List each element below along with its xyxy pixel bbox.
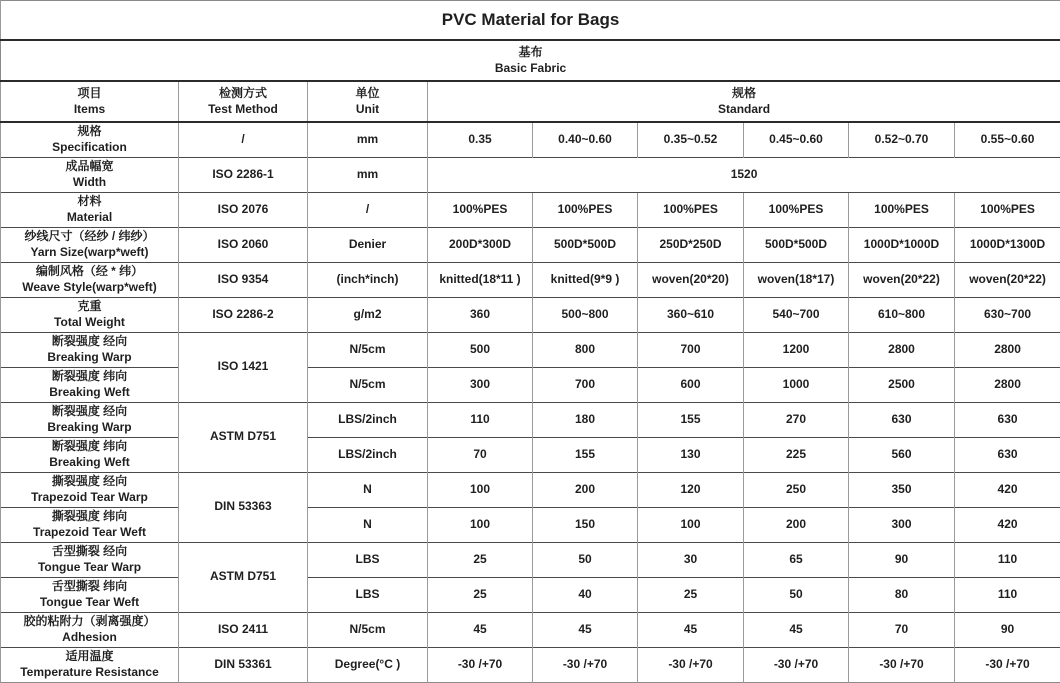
unit-cell: N xyxy=(308,472,428,507)
table-row-breaking-weft-n xyxy=(1,367,1060,402)
item-zh: 断裂强度 纬向 xyxy=(3,369,176,385)
value-cell: 225 xyxy=(744,437,849,472)
item-zh: 编制风格（经 * 纬） xyxy=(3,264,176,280)
value-cell: woven(20*22) xyxy=(955,262,1060,297)
item-cell xyxy=(1,367,179,402)
method-header-en: Test Method xyxy=(181,102,305,118)
item-en: Breaking Warp xyxy=(3,350,176,366)
table-row-breaking-warp-lbs xyxy=(1,402,1060,437)
method-header-zh: 检测方式 xyxy=(181,86,305,102)
unit-cell: N/5cm xyxy=(308,332,428,367)
method-cell: ASTM D751 xyxy=(179,402,308,472)
item-cell xyxy=(1,122,179,157)
value-cell: 25 xyxy=(638,577,744,612)
value-cell: 0.55~0.60 xyxy=(955,122,1060,157)
item-zh: 断裂强度 经向 xyxy=(3,334,176,350)
value-cell: 45 xyxy=(533,612,638,647)
value-cell: 110 xyxy=(428,402,533,437)
column-header-standard xyxy=(428,81,1060,122)
unit-cell: mm xyxy=(308,157,428,192)
value-cell: 200 xyxy=(533,472,638,507)
item-cell xyxy=(1,192,179,227)
value-cell: 25 xyxy=(428,577,533,612)
unit-cell: Degree(°C ) xyxy=(308,647,428,682)
value-cell: 30 xyxy=(638,542,744,577)
column-header-method xyxy=(179,81,308,122)
item-en: Breaking Weft xyxy=(3,385,176,401)
value-cell: 50 xyxy=(744,577,849,612)
item-cell xyxy=(1,262,179,297)
value-cell: 300 xyxy=(428,367,533,402)
table-row-tongue-tear-warp xyxy=(1,542,1060,577)
item-cell xyxy=(1,612,179,647)
table-row-trapezoid-tear-weft xyxy=(1,507,1060,542)
table-row-trapezoid-tear-warp xyxy=(1,472,1060,507)
value-cell: 110 xyxy=(955,542,1060,577)
value-cell: 270 xyxy=(744,402,849,437)
value-cell: 700 xyxy=(533,367,638,402)
column-header-items xyxy=(1,81,179,122)
table-row-breaking-weft-lbs xyxy=(1,437,1060,472)
section-title-zh: 基布 xyxy=(3,45,1058,61)
title-row xyxy=(1,1,1060,41)
item-zh: 断裂强度 纬向 xyxy=(3,439,176,455)
method-cell: DIN 53363 xyxy=(179,472,308,542)
item-zh: 成品幅宽 xyxy=(3,159,176,175)
item-en: Tongue Tear Warp xyxy=(3,560,176,576)
method-cell: / xyxy=(179,122,308,157)
page-title: PVC Material for Bags xyxy=(1,1,1060,41)
unit-cell: (inch*inch) xyxy=(308,262,428,297)
table-row-adhesion xyxy=(1,612,1060,647)
value-cell: woven(20*22) xyxy=(849,262,955,297)
value-cell: 100 xyxy=(638,507,744,542)
value-cell: 0.35 xyxy=(428,122,533,157)
item-zh: 规格 xyxy=(3,124,176,140)
unit-cell: N/5cm xyxy=(308,612,428,647)
item-cell xyxy=(1,437,179,472)
value-cell: 130 xyxy=(638,437,744,472)
value-cell: 420 xyxy=(955,507,1060,542)
items-header-en: Items xyxy=(3,102,176,118)
value-cell: 1000D*1300D xyxy=(955,227,1060,262)
unit-cell: N/5cm xyxy=(308,367,428,402)
value-cell: 500 xyxy=(428,332,533,367)
value-cell: 420 xyxy=(955,472,1060,507)
unit-cell: g/m2 xyxy=(308,297,428,332)
unit-cell: LBS xyxy=(308,577,428,612)
value-cell: 25 xyxy=(428,542,533,577)
items-header-zh: 项目 xyxy=(3,86,176,102)
value-cell: 100%PES xyxy=(955,192,1060,227)
item-zh: 断裂强度 经向 xyxy=(3,404,176,420)
value-cell: -30 /+70 xyxy=(744,647,849,682)
value-cell: 1000D*1000D xyxy=(849,227,955,262)
value-cell: 2800 xyxy=(849,332,955,367)
item-en: Tongue Tear Weft xyxy=(3,595,176,611)
method-cell: ISO 2060 xyxy=(179,227,308,262)
standard-header-en: Standard xyxy=(430,102,1058,118)
item-zh: 撕裂强度 经向 xyxy=(3,474,176,490)
item-en: Yarn Size(warp*weft) xyxy=(3,245,176,261)
value-cell: 50 xyxy=(533,542,638,577)
item-cell xyxy=(1,542,179,577)
item-cell xyxy=(1,647,179,682)
item-en: Specification xyxy=(3,140,176,156)
method-cell: ISO 2286-2 xyxy=(179,297,308,332)
item-en: Weave Style(warp*weft) xyxy=(3,280,176,296)
value-cell: 250 xyxy=(744,472,849,507)
value-cell: 100%PES xyxy=(533,192,638,227)
value-cell: 630~700 xyxy=(955,297,1060,332)
item-zh: 材料 xyxy=(3,194,176,210)
item-zh: 克重 xyxy=(3,299,176,315)
item-en: Width xyxy=(3,175,176,191)
value-cell: 2500 xyxy=(849,367,955,402)
value-cell: 100 xyxy=(428,472,533,507)
item-en: Adhesion xyxy=(3,630,176,646)
item-cell xyxy=(1,472,179,507)
item-en: Total Weight xyxy=(3,315,176,331)
value-cell: -30 /+70 xyxy=(533,647,638,682)
item-zh: 撕裂强度 纬向 xyxy=(3,509,176,525)
table-row-temperature-resistance xyxy=(1,647,1060,682)
method-cell: ISO 2286-1 xyxy=(179,157,308,192)
value-cell: 100%PES xyxy=(849,192,955,227)
item-cell xyxy=(1,297,179,332)
value-cell: 0.40~0.60 xyxy=(533,122,638,157)
method-cell: ISO 1421 xyxy=(179,332,308,402)
value-cell: 350 xyxy=(849,472,955,507)
unit-header-zh: 单位 xyxy=(310,86,425,102)
value-cell: 40 xyxy=(533,577,638,612)
table-row-breaking-warp-n xyxy=(1,332,1060,367)
value-cell: 600 xyxy=(638,367,744,402)
value-cell: 0.35~0.52 xyxy=(638,122,744,157)
value-cell: 90 xyxy=(849,542,955,577)
value-cell: woven(20*20) xyxy=(638,262,744,297)
value-cell: 45 xyxy=(428,612,533,647)
section-header xyxy=(1,40,1060,81)
item-en: Temperature Resistance xyxy=(3,665,176,681)
item-cell xyxy=(1,332,179,367)
item-zh: 胶的粘附力（剥离强度） xyxy=(3,614,176,630)
value-cell: 65 xyxy=(744,542,849,577)
table-row-specification xyxy=(1,122,1060,157)
value-cell: knitted(9*9 ) xyxy=(533,262,638,297)
item-cell xyxy=(1,507,179,542)
column-header-unit xyxy=(308,81,428,122)
table-row-weave-style xyxy=(1,262,1060,297)
value-cell: 800 xyxy=(533,332,638,367)
value-cell: 80 xyxy=(849,577,955,612)
unit-cell: LBS/2inch xyxy=(308,437,428,472)
value-cell: 2800 xyxy=(955,332,1060,367)
value-cell: -30 /+70 xyxy=(638,647,744,682)
unit-cell: mm xyxy=(308,122,428,157)
method-cell: ISO 9354 xyxy=(179,262,308,297)
value-cell: 360~610 xyxy=(638,297,744,332)
value-cell: 500D*500D xyxy=(744,227,849,262)
value-cell: 700 xyxy=(638,332,744,367)
item-cell xyxy=(1,157,179,192)
value-cell: 180 xyxy=(533,402,638,437)
value-cell: -30 /+70 xyxy=(849,647,955,682)
value-cell: 120 xyxy=(638,472,744,507)
section-row xyxy=(1,40,1060,81)
unit-cell: LBS xyxy=(308,542,428,577)
value-cell: 0.52~0.70 xyxy=(849,122,955,157)
table-row-material xyxy=(1,192,1060,227)
item-en: Material xyxy=(3,210,176,226)
value-cell: -30 /+70 xyxy=(428,647,533,682)
value-cell: woven(18*17) xyxy=(744,262,849,297)
item-cell xyxy=(1,577,179,612)
value-cell: 360 xyxy=(428,297,533,332)
value-cell: 200D*300D xyxy=(428,227,533,262)
value-cell: 1000 xyxy=(744,367,849,402)
table-row-total-weight xyxy=(1,297,1060,332)
value-cell: 100%PES xyxy=(744,192,849,227)
value-cell: 300 xyxy=(849,507,955,542)
unit-header-en: Unit xyxy=(310,102,425,118)
value-cell: 100%PES xyxy=(428,192,533,227)
item-zh: 舌型撕裂 纬向 xyxy=(3,579,176,595)
unit-cell: Denier xyxy=(308,227,428,262)
value-cell: 630 xyxy=(849,402,955,437)
value-cell: 100 xyxy=(428,507,533,542)
value-cell: 45 xyxy=(744,612,849,647)
item-zh: 纱线尺寸（经纱 / 纬纱） xyxy=(3,229,176,245)
value-cell-merged: 1520 xyxy=(428,157,1060,192)
unit-cell: / xyxy=(308,192,428,227)
value-cell: 540~700 xyxy=(744,297,849,332)
value-cell: 630 xyxy=(955,437,1060,472)
item-zh: 适用温度 xyxy=(3,649,176,665)
value-cell: 2800 xyxy=(955,367,1060,402)
value-cell: 100%PES xyxy=(638,192,744,227)
value-cell: 630 xyxy=(955,402,1060,437)
value-cell: 1200 xyxy=(744,332,849,367)
value-cell: 0.45~0.60 xyxy=(744,122,849,157)
item-en: Trapezoid Tear Warp xyxy=(3,490,176,506)
method-cell: ISO 2076 xyxy=(179,192,308,227)
value-cell: 110 xyxy=(955,577,1060,612)
value-cell: 70 xyxy=(849,612,955,647)
column-header-row xyxy=(1,81,1060,122)
value-cell: 155 xyxy=(638,402,744,437)
value-cell: -30 /+70 xyxy=(955,647,1060,682)
unit-cell: LBS/2inch xyxy=(308,402,428,437)
section-title-en: Basic Fabric xyxy=(3,61,1058,77)
item-en: Breaking Weft xyxy=(3,455,176,471)
value-cell: 45 xyxy=(638,612,744,647)
standard-header-zh: 规格 xyxy=(430,86,1058,102)
item-en: Trapezoid Tear Weft xyxy=(3,525,176,541)
item-cell xyxy=(1,402,179,437)
value-cell: 155 xyxy=(533,437,638,472)
value-cell: 90 xyxy=(955,612,1060,647)
method-cell: ASTM D751 xyxy=(179,542,308,612)
method-cell: DIN 53361 xyxy=(179,647,308,682)
value-cell: 200 xyxy=(744,507,849,542)
value-cell: 70 xyxy=(428,437,533,472)
value-cell: 500~800 xyxy=(533,297,638,332)
value-cell: 500D*500D xyxy=(533,227,638,262)
value-cell: 250D*250D xyxy=(638,227,744,262)
unit-cell: N xyxy=(308,507,428,542)
item-cell xyxy=(1,227,179,262)
method-cell: ISO 2411 xyxy=(179,612,308,647)
table-row-yarn-size xyxy=(1,227,1060,262)
value-cell: 150 xyxy=(533,507,638,542)
value-cell: 610~800 xyxy=(849,297,955,332)
value-cell: knitted(18*11 ) xyxy=(428,262,533,297)
value-cell: 560 xyxy=(849,437,955,472)
item-en: Breaking Warp xyxy=(3,420,176,436)
item-zh: 舌型撕裂 经向 xyxy=(3,544,176,560)
table-row-tongue-tear-weft xyxy=(1,577,1060,612)
table-row-width xyxy=(1,157,1060,192)
